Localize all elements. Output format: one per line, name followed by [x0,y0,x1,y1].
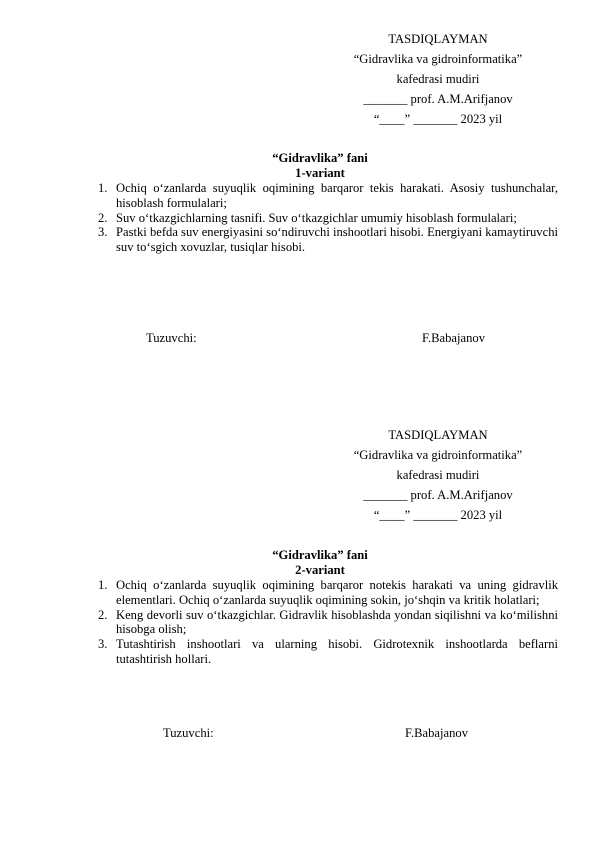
variant-label: 1-variant [295,166,345,180]
approval-heading: TASDIQLAYMAN [388,32,488,46]
compiler-name-1: F.Babajanov [422,331,485,345]
list-item [98,637,558,667]
question-text: Ochiq o‘zanlarda suyuqlik oqimining barqaror tekis harakati. Asosiy tushunchalar, hisoblash formulalari; [116,181,558,210]
list-item [98,608,558,638]
question-list-2 [98,578,558,667]
subject-name: “Gidravlika” fani [272,151,368,165]
approval-block-1 [330,29,546,129]
subject-heading-1 [180,151,460,181]
approval-date: “____” _______ 2023 yil [373,508,503,522]
approval-heading: TASDIQLAYMAN [388,428,488,442]
subject-name: “Gidravlika” fani [272,548,368,562]
approval-department: “Gidravlika va gidroinformatika” [353,448,523,462]
list-item [98,225,558,255]
question-text: Ochiq o‘zanlarda suyuqlik oqimining barqaror notekis harakati va uning gidravlik elementlari. Ochiq o‘zanlarda suyuqlik oqimining sokin, jo‘shqin va kritik holatlari; [116,578,558,607]
question-list-1 [98,181,558,255]
question-text: Pastki befda suv energiyasini so‘ndiruvchi inshootlari hisobi. Energiyani kamaytiruvchi suv to‘sgich xovuzlar, tusiqlar hisobi. [116,225,558,255]
compiler-label-2: Tuzuvchi: [163,726,214,740]
approval-department: “Gidravlika va gidroinformatika” [353,52,523,66]
compiler-label-1: Tuzuvchi: [146,331,197,345]
question-text: Tutashtirish inshootlari va ularning hisobi. Gidrotexnik inshootlarda beflarni tutashtirish hollari. [116,637,558,666]
list-item [98,578,558,608]
question-text: Suv o‘tkazgichlarning tasnifi. Suv o‘tkazgichlar umumiy hisoblash formulalari; [116,210,517,225]
compiler-name-2: F.Babajanov [405,726,468,740]
approval-date: “____” _______ 2023 yil [373,112,503,126]
question-number: 2. [98,607,108,622]
list-item [98,211,558,226]
subject-heading-2 [180,548,460,578]
approval-block-2 [330,425,546,525]
question-number: 1. [98,578,108,592]
list-item [98,181,558,211]
approval-position: kafedrasi mudiri [396,468,480,482]
question-number: 2. [98,210,108,225]
approval-signature: _______ prof. A.M.Arifjanov [363,488,513,502]
question-text: Keng devorli suv o‘tkazgichlar. Gidravlik hisoblashda yondan siqilishni va ko‘milishni hisobga olish; [116,607,558,637]
question-number: 3. [98,225,108,240]
question-number: 1. [98,181,108,195]
variant-label: 2-variant [295,563,345,577]
approval-position: kafedrasi mudiri [396,72,480,86]
question-number: 3. [98,637,108,652]
approval-signature: _______ prof. A.M.Arifjanov [363,92,513,106]
